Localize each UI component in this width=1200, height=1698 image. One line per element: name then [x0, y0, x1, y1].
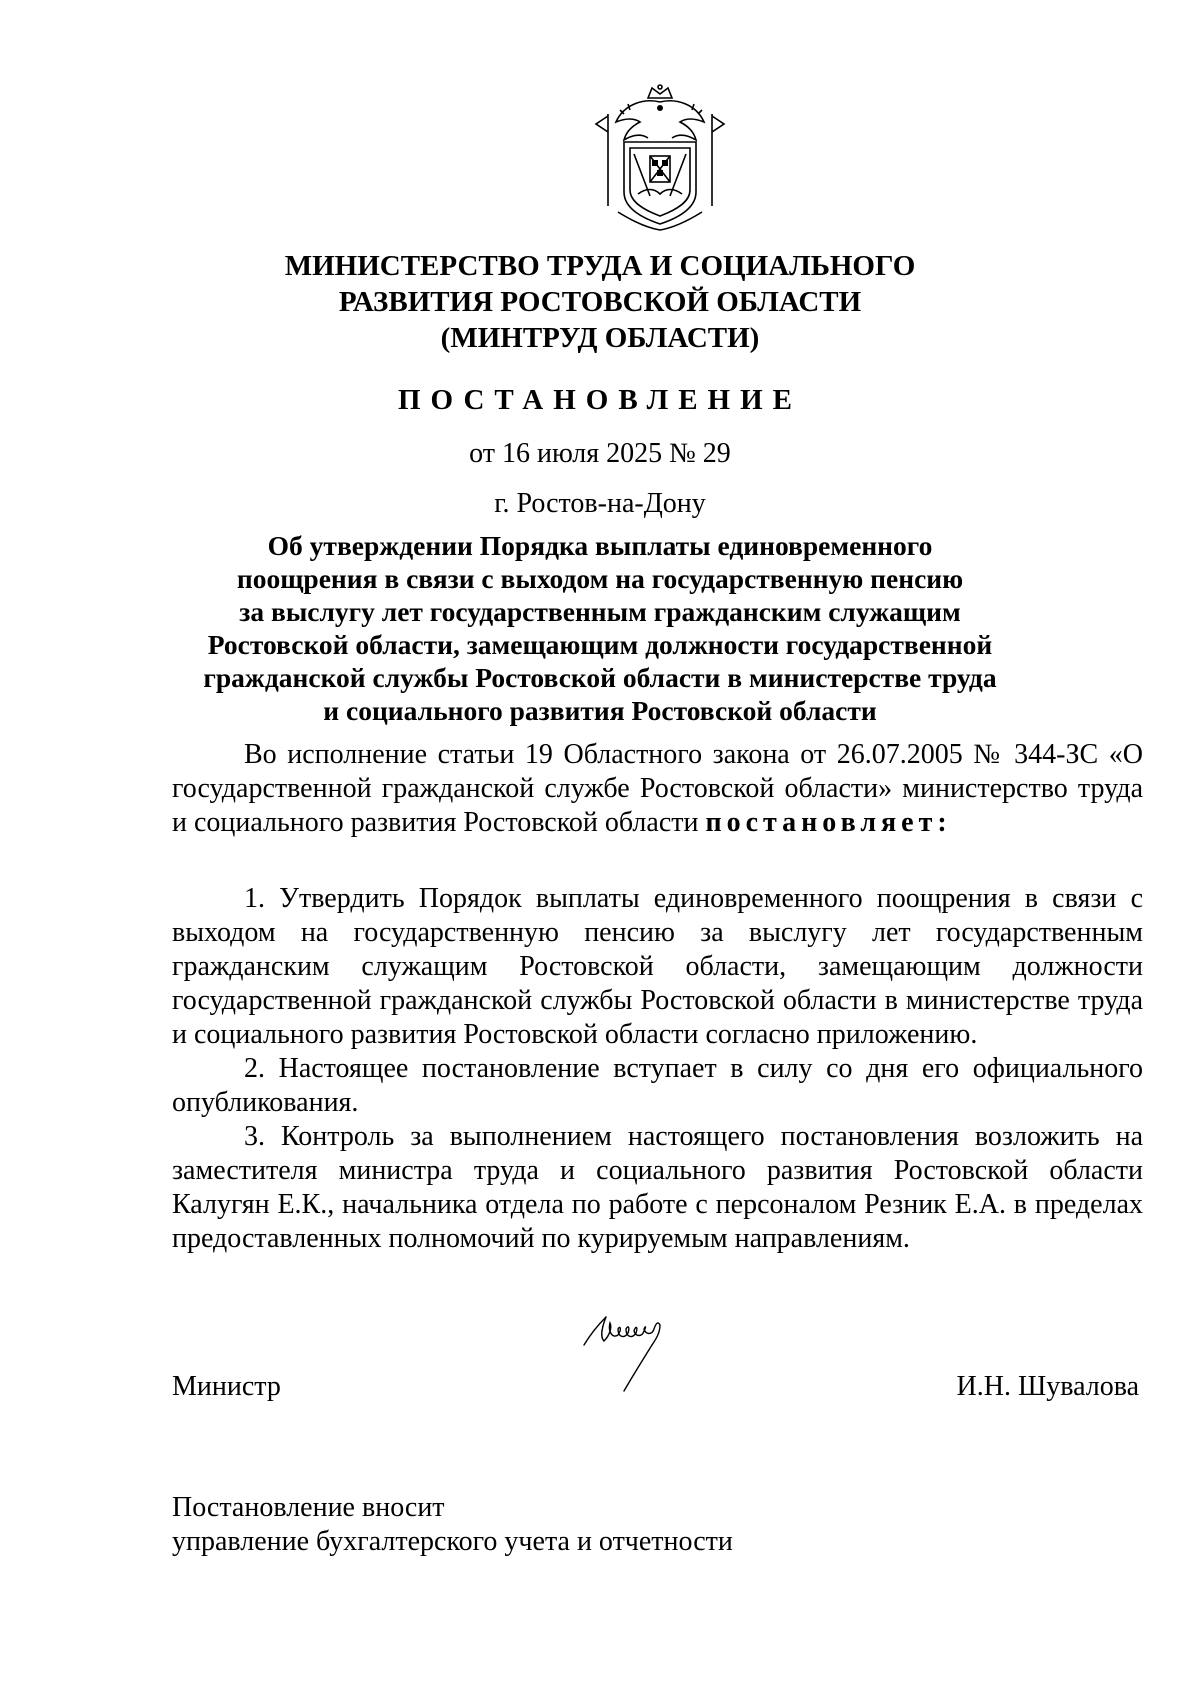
title-line: Ростовской области, замещающим должности государственной — [207, 629, 993, 660]
document-date-number: от 16 июля 2025 № 29 — [469, 438, 731, 469]
footer-line-1: Постановление вносит — [172, 1492, 445, 1523]
signer-position: Министр — [172, 1371, 281, 1402]
document-city: г. Ростов-на-Дону — [494, 488, 706, 519]
ministry-line-3: (МИНТРУД ОБЛАСТИ) — [440, 322, 760, 354]
decree-word: постановляет: — [705, 807, 952, 838]
ministry-line-1: МИНИСТЕРСТВО ТРУДА И СОЦИАЛЬНОГО — [284, 250, 916, 282]
decree-item-3: 3. Контроль за выполнением настоящего постановления возложить на заместителя министра труда и социального развития Ростовской области Калугян Е.К., начальника отдела по работе с персоналом Резник Е.А. в пределах предоставленных полномочий по курируемым направлениям. — [172, 1121, 1143, 1254]
coat-of-arms-icon — [594, 84, 726, 232]
title-line: Об утверждении Порядка выплаты единовременного — [267, 530, 933, 561]
footer-note — [172, 1491, 733, 1559]
document-type: ПОСТАНОВЛЕНИЕ — [397, 384, 802, 416]
ministry-header — [140, 248, 1060, 356]
decree-item-2: 2. Настоящее постановление вступает в силу со дня его официального опубликования. — [172, 1053, 1143, 1118]
preamble — [172, 738, 1143, 840]
preamble-text: Во исполнение статьи 19 Областного закона от 26.07.2005 № 344-ЗС «О государственной гражданской службе Ростовской области» министерство труда и социального развития Ростовской области — [172, 739, 1143, 838]
handwritten-signature — [576, 1305, 686, 1395]
title-line: гражданской службы Ростовской области в министерстве труда — [203, 662, 997, 693]
decree-item-1: 1. Утвердить Порядок выплаты единовременного поощрения в связи с выходом на государственную пенсию за выслугу лет государственным гражданским служащим Ростовской области, замещающим должности государственной гражданской службы Ростовской области в министерстве труда и социального развития Ростовской области согласно приложению. — [172, 883, 1143, 1050]
title-line: за выслугу лет государственным гражданским служащим — [239, 596, 961, 627]
title-line: и социального развития Ростовской области — [323, 695, 877, 726]
footer-line-2: управление бухгалтерского учета и отчетности — [172, 1526, 733, 1557]
document-title — [140, 529, 1060, 727]
decree-items — [172, 882, 1143, 1256]
title-line: поощрения в связи с выходом на государственную пенсию — [236, 563, 964, 594]
signer-name: И.Н. Шувалова — [956, 1371, 1139, 1402]
ministry-line-2: РАЗВИТИЯ РОСТОВСКОЙ ОБЛАСТИ — [338, 286, 862, 318]
preamble-paragraph — [172, 738, 1143, 840]
